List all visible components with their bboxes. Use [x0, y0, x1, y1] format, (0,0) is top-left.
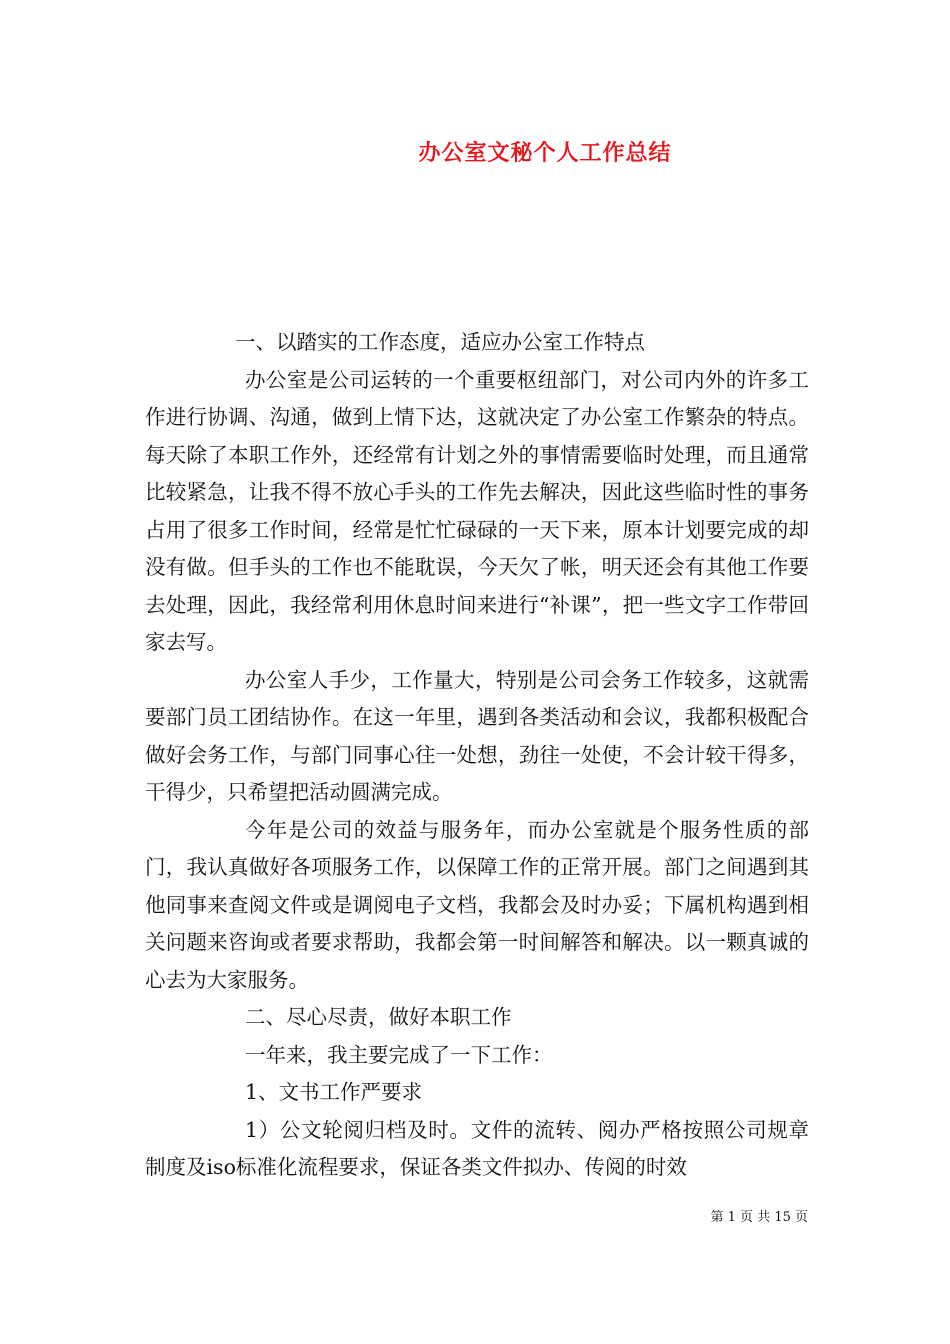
paragraph: 办公室人手少，工作量大，特别是公司会务工作较多，这就需要部门员工团结协作。在这一年里，遇到各类活动和会议，我都积极配合做好会务工作，与部门同事心往一处想，劲往一处使，不会计较干得多，干得少，只希望把活动圆满完成。 — [145, 667, 809, 804]
paragraph: 一年来，我主要完成了一下工作： — [245, 1042, 553, 1067]
page-number-footer: 第 1 页 共 15 页 — [710, 1210, 808, 1225]
document-body — [145, 324, 809, 1187]
section-heading-2: 二、尽心尽责，做好本职工作 — [245, 1005, 512, 1029]
document-title: 办公室文秘个人工作总结 — [418, 140, 672, 166]
paragraph: 1）公文轮阅归档及时。文件的流转、阅办严格按照公司规章制度及iso标准化流程要求，保证各类文件拟办、传阅的时效 — [145, 1117, 809, 1179]
paragraph: 今年是公司的效益与服务年，而办公室就是个服务性质的部门，我认真做好各项服务工作，以保障工作的正常开展。部门之间遇到其他同事来查阅文件或是调阅电子文档，我都会及时办妥；下属机构遇到相关问题来咨询或者要求帮助，我都会第一时间解答和解决。以一颗真诚的心去为大家服务。 — [145, 817, 809, 992]
subheading: 1、文书工作严要求 — [245, 1080, 423, 1104]
section-heading-1: 一、以踏实的工作态度，适应办公室工作特点 — [235, 330, 645, 354]
paragraph: 办公室是公司运转的一个重要枢纽部门，对公司内外的许多工作进行协调、沟通，做到上情下达，这就决定了办公室工作繁杂的特点。每天除了本职工作外，还经常有计划之外的事情需要临时处理，而且通常比较紧急，让我不得不放心手头的工作先去解决，因此这些临时性的事务占用了很多工作时间，经常是忙忙碌碌的一天下来，原本计划要完成的却没有做。但手头的工作也不能耽误，今天欠了帐，明天还会有其他工作要去处理，因此，我经常利用休息时间来进行“补课”，把一些文字工作带回家去写。 — [145, 367, 809, 654]
